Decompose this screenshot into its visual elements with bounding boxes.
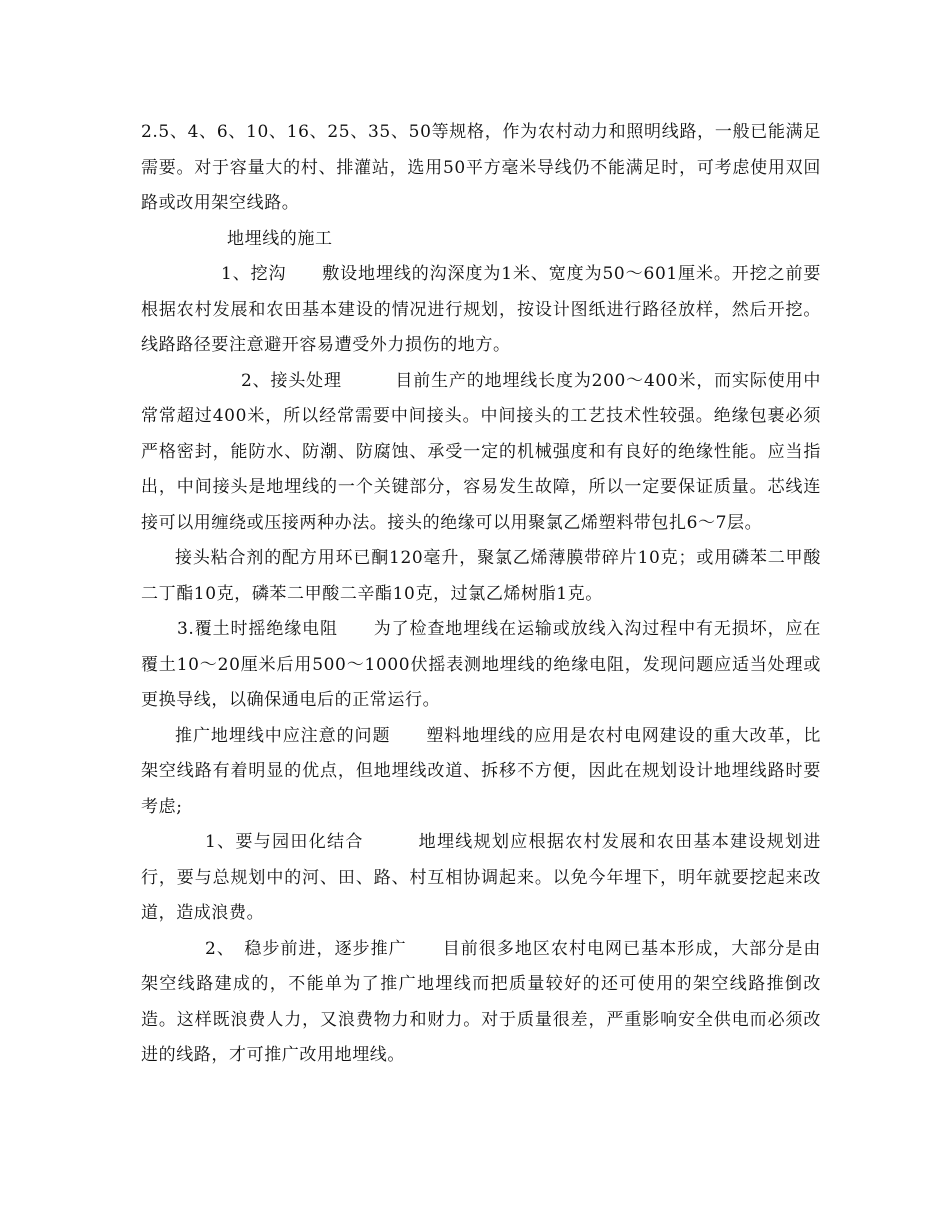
document-body	[141, 115, 821, 1074]
paragraph-field-planning: 1、要与园田化结合 地埋线规划应根据农村发展和农田基本建设规划进行，要与总规划中的河、田、路、村互相协调起来。以免今年埋下，明年就要挖起来改道，造成浪费。	[141, 832, 821, 923]
paragraph-gradual-promotion: 2、 稳步前进，逐步推广 目前很多地区农村电网已基本形成，大部分是由架空线路建成的，不能单为了推广地埋线而把质量较好的还可使用的架空线路推倒改造。这样既浪费人力，又浪费物力和财力。对于质量很差，严重影响安全供电而必须改进的线路，才可推广改用地埋线。	[141, 938, 821, 1065]
paragraph-joint-handling: 2、接头处理 目前生产的地埋线长度为200～400米，而实际使用中常常超过400米，所以经常需要中间接头。中间接头的工艺技术性较强。绝缘包裹必须严格密封，能防水、防潮、防腐蚀、承受一定的机械强度和有良好的绝缘性能。应当指出，中间接头是地埋线的一个关键部分，容易发生故障，所以一定要保证质量。芯线连接可以用缠绕或压接两种办法。接头的绝缘可以用聚氯乙烯塑料带包扎6～7层。	[141, 370, 821, 533]
paragraph-specs: 2.5、4、6、10、16、25、35、50等规格，作为农村动力和照明线路，一般已能满足需要。对于容量大的村、排灌站，选用50平方毫米导线仍不能满足时，可考虑使用双回路或改用架空线路。	[141, 122, 821, 213]
paragraph-trenching: 1、挖沟 敷设地埋线的沟深度为1米、宽度为50～601厘米。开挖之前要根据农村发展和农田基本建设的情况进行规划，按设计图纸进行路径放样，然后开挖。线路路径要注意避开容易遭受外力损伤的地方。	[141, 264, 821, 355]
paragraph-insulation-test: 3.覆土时摇绝缘电阻 为了检查地埋线在运输或放线入沟过程中有无损坏，应在覆土10～20厘米后用500～1000伏摇表测地埋线的绝缘电阻，发现问题应适当处理或更换导线，以确保通电后的正常运行。	[141, 619, 821, 710]
paragraph-adhesive-formula: 接头粘合剂的配方用环已酮120毫升，聚氯乙烯薄膜带碎片10克；或用磷苯二甲酸二丁酯10克，磷苯二甲酸二辛酯10克，过氯乙烯树脂1克。	[141, 548, 821, 604]
paragraph-promotion-issues: 推广地埋线中应注意的问题 塑料地埋线的应用是农村电网建设的重大改革，比架空线路有着明显的优点，但地埋线改道、拆移不方便，因此在规划设计地埋线路时要考虑;	[141, 725, 821, 817]
section-heading-construction: 地埋线的施工	[227, 228, 333, 249]
